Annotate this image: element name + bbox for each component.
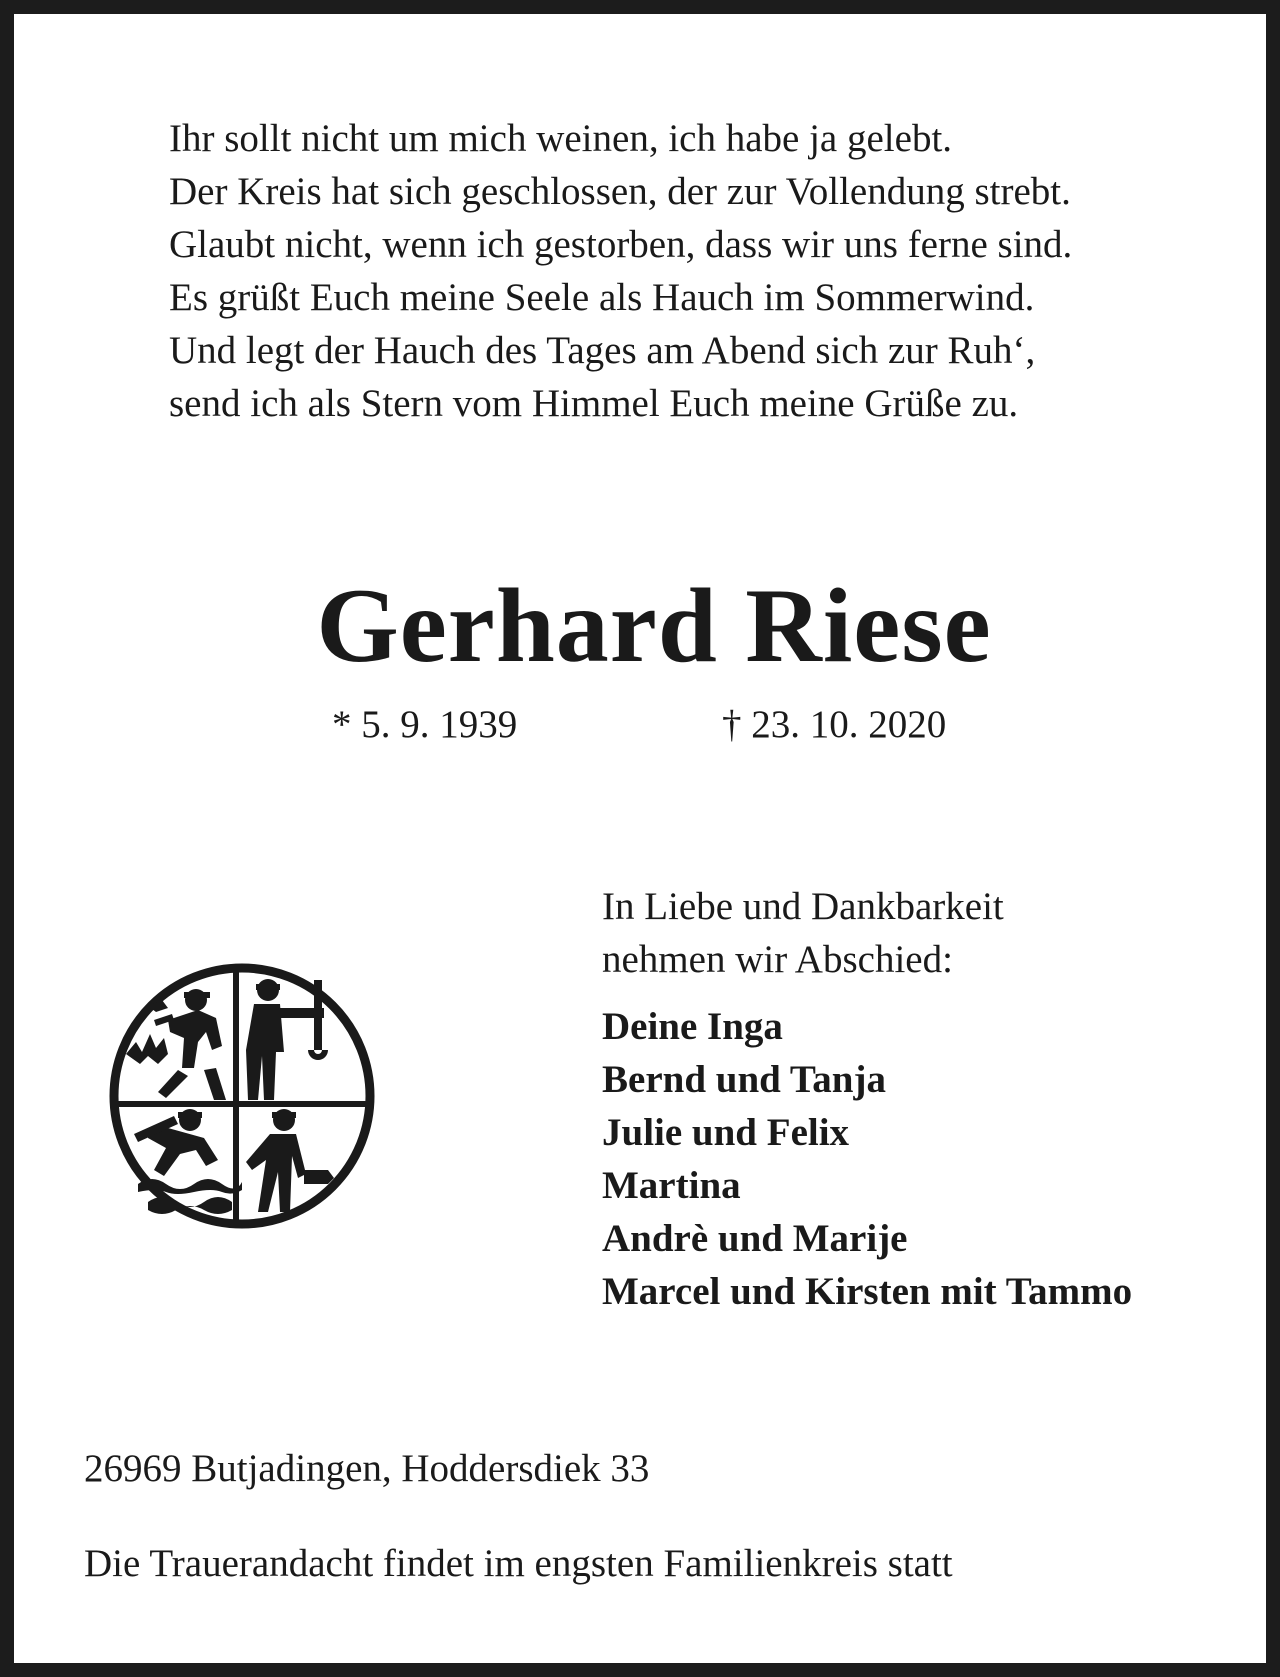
poem <box>169 112 1229 430</box>
fire-brigade-emblem-icon <box>108 962 376 1230</box>
mourners-list <box>602 1000 1242 1318</box>
farewell-section <box>602 880 1242 1318</box>
death-date: † 23. 10. 2020 <box>722 703 947 746</box>
service-note: Die Trauerandacht findet im engsten Familienkreis statt <box>84 1542 953 1585</box>
mourner-item: Marcel und Kirsten mit Tammo <box>602 1270 1133 1313</box>
mourner-item: Deine Inga <box>602 1005 783 1048</box>
mourner-item: Bernd und Tanja <box>602 1058 886 1101</box>
mourner-item: Julie und Felix <box>602 1111 850 1154</box>
deceased-name: Gerhard Riese <box>316 567 992 684</box>
poem-line-3: Glaubt nicht, wenn ich gestorben, dass wir uns ferne sind. <box>169 223 1073 266</box>
poem-line-2: Der Kreis hat sich geschlossen, der zur Vollendung strebt. <box>169 170 1071 213</box>
family-address: 26969 Butjadingen, Hoddersdiek 33 <box>84 1447 650 1490</box>
farewell-intro-line-2: nehmen wir Abschied: <box>602 938 953 981</box>
poem-line-6: send ich als Stern vom Himmel Euch meine Grüße zu. <box>169 382 1019 425</box>
birth-date: * 5. 9. 1939 <box>332 703 518 746</box>
poem-line-1: Ihr sollt nicht um mich weinen, ich habe ja gelebt. <box>169 117 953 160</box>
poem-line-5: Und legt der Hauch des Tages am Abend sich zur Ruh‘, <box>169 329 1036 372</box>
mourner-item: Andrè und Marije <box>602 1217 908 1260</box>
mourner-item: Martina <box>602 1164 741 1207</box>
poem-line-4: Es grüßt Euch meine Seele als Hauch im Sommerwind. <box>169 276 1035 319</box>
farewell-intro-line-1: In Liebe und Dankbarkeit <box>602 885 1004 928</box>
